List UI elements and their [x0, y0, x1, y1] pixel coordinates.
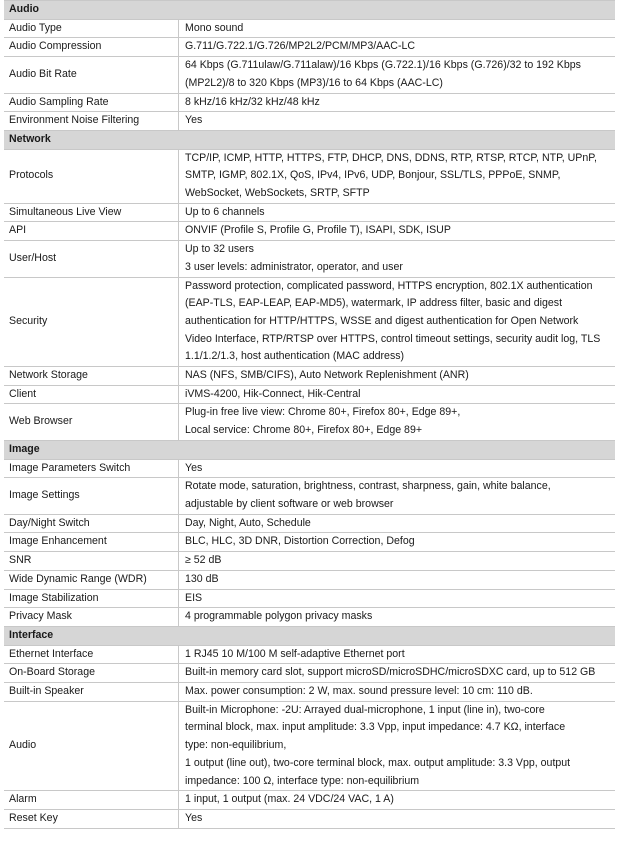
spec-row: [4, 532, 615, 551]
spec-value: [179, 608, 615, 626]
spec-value: [179, 571, 615, 589]
spec-row: [4, 240, 615, 276]
spec-value: [179, 94, 615, 112]
spec-value-line: Yes: [185, 461, 203, 474]
spec-row: [4, 701, 615, 791]
spec-row: [4, 790, 615, 809]
spec-value: [179, 150, 615, 203]
spec-value-line: impedance: 100 Ω, interface type: non-equilibrium: [185, 774, 420, 787]
spec-label: Wide Dynamic Range (WDR): [4, 571, 179, 589]
spec-label: Network Storage: [4, 367, 179, 385]
spec-value-line: Plug-in free live view: Chrome 80+, Firefox 80+, Edge 89+,: [185, 406, 461, 419]
spec-row: [4, 570, 615, 589]
spec-label: API: [4, 222, 179, 240]
spec-value-line: WebSocket, WebSockets, SRTP, SFTP: [185, 187, 370, 200]
spec-row: [4, 682, 615, 701]
spec-label: Client: [4, 386, 179, 404]
spec-row: [4, 366, 615, 385]
spec-value-line: 1 RJ45 10 M/100 M self-adaptive Ethernet port: [185, 647, 405, 660]
spec-label: Audio: [4, 702, 179, 791]
spec-label: Audio Compression: [4, 38, 179, 56]
spec-value: [179, 20, 615, 38]
spec-value-line: SMTP, IGMP, 802.1X, QoS, IPv4, IPv6, UDP, Bonjour, SSL/TLS, PPPoE, SNMP,: [185, 169, 561, 182]
spec-value: [179, 222, 615, 240]
spec-value-line: (EAP-TLS, EAP-LEAP, EAP-MD5), watermark, IP address filter, basic and digest: [185, 297, 563, 310]
spec-label: Image Stabilization: [4, 590, 179, 608]
spec-value-line: Up to 32 users: [185, 243, 254, 256]
spec-value-line: Yes: [185, 811, 203, 824]
spec-label: Privacy Mask: [4, 608, 179, 626]
spec-value: [179, 367, 615, 385]
spec-value: [179, 57, 615, 92]
spec-value-line: 64 Kbps (G.711ulaw/G.711alaw)/16 Kbps (G.722.1)/16 Kbps (G.726)/32 to 192 Kbps: [185, 59, 581, 72]
spec-value: [179, 791, 615, 809]
spec-value-line: 1.1/1.2/1.3, host authentication (MAC address): [185, 350, 405, 363]
spec-label: Security: [4, 278, 179, 367]
spec-value: [179, 683, 615, 701]
spec-row: [4, 663, 615, 682]
spec-value: [179, 552, 615, 570]
spec-label: Simultaneous Live View: [4, 204, 179, 222]
spec-label: On-Board Storage: [4, 664, 179, 682]
spec-value-line: ONVIF (Profile S, Profile G, Profile T), ISAPI, SDK, ISUP: [185, 224, 451, 237]
spec-value: [179, 460, 615, 478]
spec-value-line: adjustable by client software or web browser: [185, 497, 394, 510]
spec-value-line: G.711/G.722.1/G.726/MP2L2/PCM/MP3/AAC-LC: [185, 40, 416, 53]
spec-row: [4, 551, 615, 570]
section-header: Image: [4, 440, 615, 459]
spec-label: Image Settings: [4, 478, 179, 513]
spec-row: [4, 607, 615, 626]
spec-value-line: 1 input, 1 output (max. 24 VDC/24 VAC, 1 A): [185, 793, 394, 806]
spec-value-line: Day, Night, Auto, Schedule: [185, 516, 311, 529]
spec-label: Environment Noise Filtering: [4, 112, 179, 130]
spec-value-line: 4 programmable polygon privacy masks: [185, 610, 373, 623]
spec-value-line: Yes: [185, 114, 203, 127]
spec-value-line: Local service: Chrome 80+, Firefox 80+, Edge 89+: [185, 424, 423, 437]
spec-label: Audio Sampling Rate: [4, 94, 179, 112]
spec-value-line: authentication for HTTP/HTTPS, WSSE and digest authentication for Open Network: [185, 314, 579, 327]
spec-value: [179, 278, 615, 367]
spec-value: [179, 646, 615, 664]
spec-table: [4, 0, 615, 829]
spec-value: [179, 702, 615, 791]
spec-value: [179, 404, 615, 439]
spec-row: [4, 477, 615, 513]
spec-row: [4, 403, 615, 439]
spec-value-line: Up to 6 channels: [185, 205, 265, 218]
spec-value: [179, 515, 615, 533]
spec-label: Image Parameters Switch: [4, 460, 179, 478]
spec-value-line: NAS (NFS, SMB/CIFS), Auto Network Replenishment (ANR): [185, 369, 469, 382]
spec-label: Image Enhancement: [4, 533, 179, 551]
spec-value-line: 1 output (line out), two-core terminal block, max. output amplitude: 3.3 Vpp, output: [185, 756, 571, 769]
spec-label: Ethernet Interface: [4, 646, 179, 664]
spec-label: Audio Type: [4, 20, 179, 38]
spec-value-line: EIS: [185, 591, 203, 604]
spec-label: Alarm: [4, 791, 179, 809]
spec-value-line: 8 kHz/16 kHz/32 kHz/48 kHz: [185, 95, 320, 108]
spec-value-line: Mono sound: [185, 21, 244, 34]
spec-row: [4, 809, 615, 829]
spec-row: [4, 459, 615, 478]
spec-value-line: BLC, HLC, 3D DNR, Distortion Correction, Defog: [185, 535, 415, 548]
spec-value: [179, 38, 615, 56]
spec-value-line: Video Interface, RTP/RTSP over HTTPS, control timeout settings, security audit log, TLS: [185, 332, 601, 345]
spec-label: Reset Key: [4, 810, 179, 828]
spec-label: Web Browser: [4, 404, 179, 439]
spec-row: [4, 93, 615, 112]
section-header: Network: [4, 130, 615, 149]
spec-row: [4, 19, 615, 38]
spec-row: [4, 37, 615, 56]
spec-value: [179, 590, 615, 608]
spec-value-line: ≥ 52 dB: [185, 554, 222, 567]
spec-row: [4, 645, 615, 664]
spec-label: Audio Bit Rate: [4, 57, 179, 92]
spec-row: [4, 589, 615, 608]
spec-label: User/Host: [4, 241, 179, 276]
spec-row: [4, 514, 615, 533]
spec-value: [179, 533, 615, 551]
spec-value-line: Built-in Microphone: -2U: Arrayed dual-microphone, 1 input (line in), two-core: [185, 703, 545, 716]
spec-value: [179, 478, 615, 513]
spec-value-line: Max. power consumption: 2 W, max. sound pressure level: 10 cm: 110 dB.: [185, 685, 533, 698]
spec-value-line: Rotate mode, saturation, brightness, contrast, sharpness, gain, white balance,: [185, 480, 551, 493]
spec-row: [4, 221, 615, 240]
spec-label: SNR: [4, 552, 179, 570]
spec-value: [179, 664, 615, 682]
spec-value-line: 130 dB: [185, 572, 219, 585]
spec-value: [179, 810, 615, 828]
spec-value-line: (MP2L2)/8 to 320 Kbps (MP3)/16 to 64 Kbps (AAC-LC): [185, 76, 443, 89]
spec-value-line: type: non-equilibrium,: [185, 739, 287, 752]
spec-row: [4, 385, 615, 404]
spec-value-line: terminal block, max. input amplitude: 3.3 Vpp, input impedance: 4.7 KΩ, interface: [185, 721, 566, 734]
spec-row: [4, 277, 615, 367]
spec-row: [4, 203, 615, 222]
spec-value-line: 3 user levels: administrator, operator, and user: [185, 260, 403, 273]
section-header: Interface: [4, 626, 615, 645]
spec-value-line: TCP/IP, ICMP, HTTP, HTTPS, FTP, DHCP, DNS, DDNS, RTP, RTSP, RTCP, NTP, UPnP,: [185, 151, 597, 164]
spec-row: [4, 111, 615, 130]
spec-value-line: Password protection, complicated password, HTTPS encryption, 802.1X authentication: [185, 279, 593, 292]
spec-value: [179, 204, 615, 222]
spec-value-line: Built-in memory card slot, support microSD/microSDHC/microSDXC card, up to 512 GB: [185, 666, 596, 679]
spec-value: [179, 241, 615, 276]
spec-label: Protocols: [4, 150, 179, 203]
spec-row: [4, 149, 615, 203]
spec-label: Built-in Speaker: [4, 683, 179, 701]
spec-value-line: iVMS-4200, Hik-Connect, Hik-Central: [185, 387, 361, 400]
spec-value: [179, 386, 615, 404]
spec-label: Day/Night Switch: [4, 515, 179, 533]
spec-value: [179, 112, 615, 130]
spec-row: [4, 56, 615, 92]
section-header: Audio: [4, 0, 615, 19]
